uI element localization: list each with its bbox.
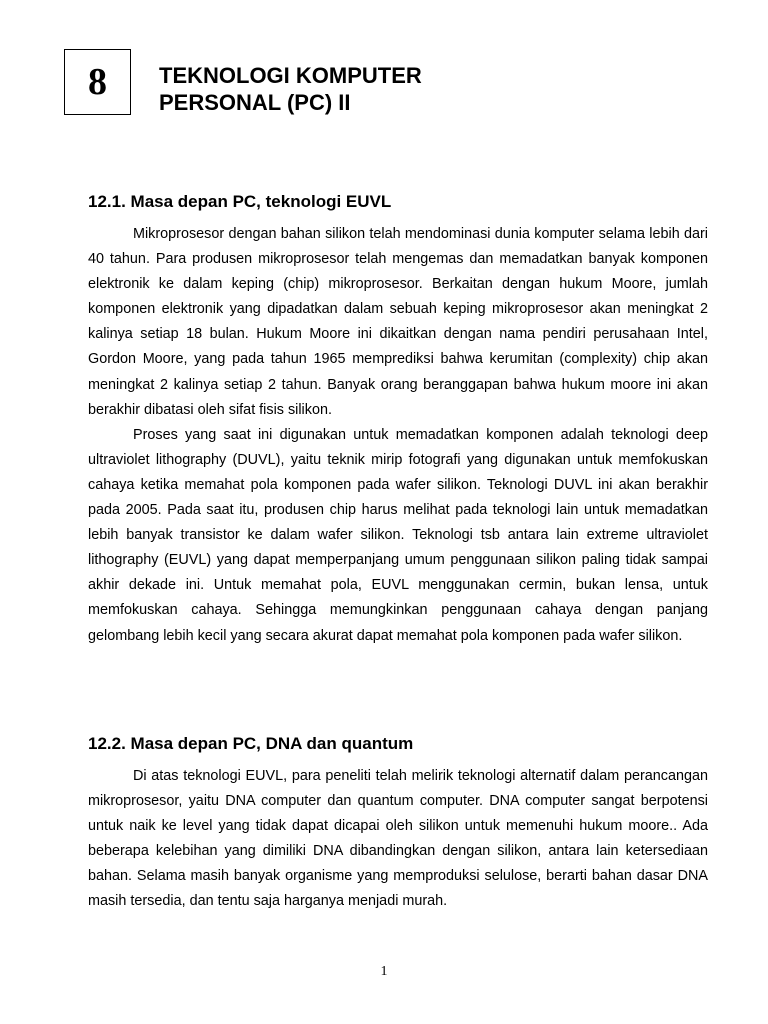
paragraph: Proses yang saat ini digunakan untuk memadatkan komponen adalah teknologi deep ultraviolet lithography (DUVL), yaitu teknik mirip fotografi yang digunakan untuk memfokuskan cahaya ketika memahat pola komponen pada wafer silikon. Teknologi DUVL ini akan berakhir pada 2005. Pada saat itu, produsen chip harus melihat pada teknologi lain untuk memadatkan lebih banyak transistor ke dalam wafer silikon. Teknologi tsb antara lain extreme ultraviolet lithography (EUVL) yang dapat memperpanjang umum penggunaan silikon paling tidak sampai akhir dekade ini. Untuk memahat pola, EUVL menggunakan cermin, bukan lensa, untuk memfokuskan cahaya. Sehingga memungkinkan penggunaan cahaya dengan panjang gelombang lebih kecil yang secara akurat dapat memahat pola komponen pada wafer silikon. [88, 426, 708, 644]
section-heading-12-1: 12.1. Masa depan PC, teknologi EUVL [88, 192, 392, 211]
chapter-number: 8 [88, 61, 107, 103]
chapter-title-line-1: TEKNOLOGI KOMPUTER [159, 63, 422, 88]
chapter-title [159, 62, 422, 116]
chapter-title-line-2: PERSONAL (PC) II [159, 90, 351, 115]
section-heading-12-2: 12.2. Masa depan PC, DNA dan quantum [88, 734, 414, 753]
paragraph: Mikroprosesor dengan bahan silikon telah mendominasi dunia komputer selama lebih dari 40 tahun. Para produsen mikroprosesor telah mengemas dan memadatkan banyak komponen elektronik ke dalam keping (chip) mikroprosesor. Berkaitan dengan hukum Moore, jumlah komponen elektronik yang dipadatkan dalam sebuah keping mikroprosesor akan meningkat 2 kalinya setiap 18 bulan. Hukum Moore ini dikaitkan dengan nama pendiri perusahaan Intel, Gordon Moore, yang pada tahun 1965 memprediksi bahwa kerumitan (complexity) chip akan meningkat 2 kalinya setiap 2 tahun. Banyak orang beranggapan bahwa hukum moore ini akan berakhir dibatasi oleh sifat fisis silikon. [88, 226, 708, 418]
section-body-12-2 [88, 764, 708, 915]
section-body-12-1 [88, 222, 708, 649]
page-number: 1 [380, 964, 388, 979]
chapter-number-box [64, 49, 131, 115]
paragraph: Di atas teknologi EUVL, para peneliti telah melirik teknologi alternatif dalam perancangan mikroprosesor, yaitu DNA computer dan quantum computer. DNA computer sangat berpotensi untuk naik ke level yang tidak dapat dicapai oleh silikon untuk memenuhi hukum moore.. Ada beberapa kelebihan yang dimiliki DNA dibandingkan dengan silikon, antara lain ketersediaan bahan. Selama masih banyak organisme yang memproduksi selulose, berarti bahan dasar DNA masih tersedia, dan tentu saja harganya menjadi murah. [88, 768, 708, 910]
